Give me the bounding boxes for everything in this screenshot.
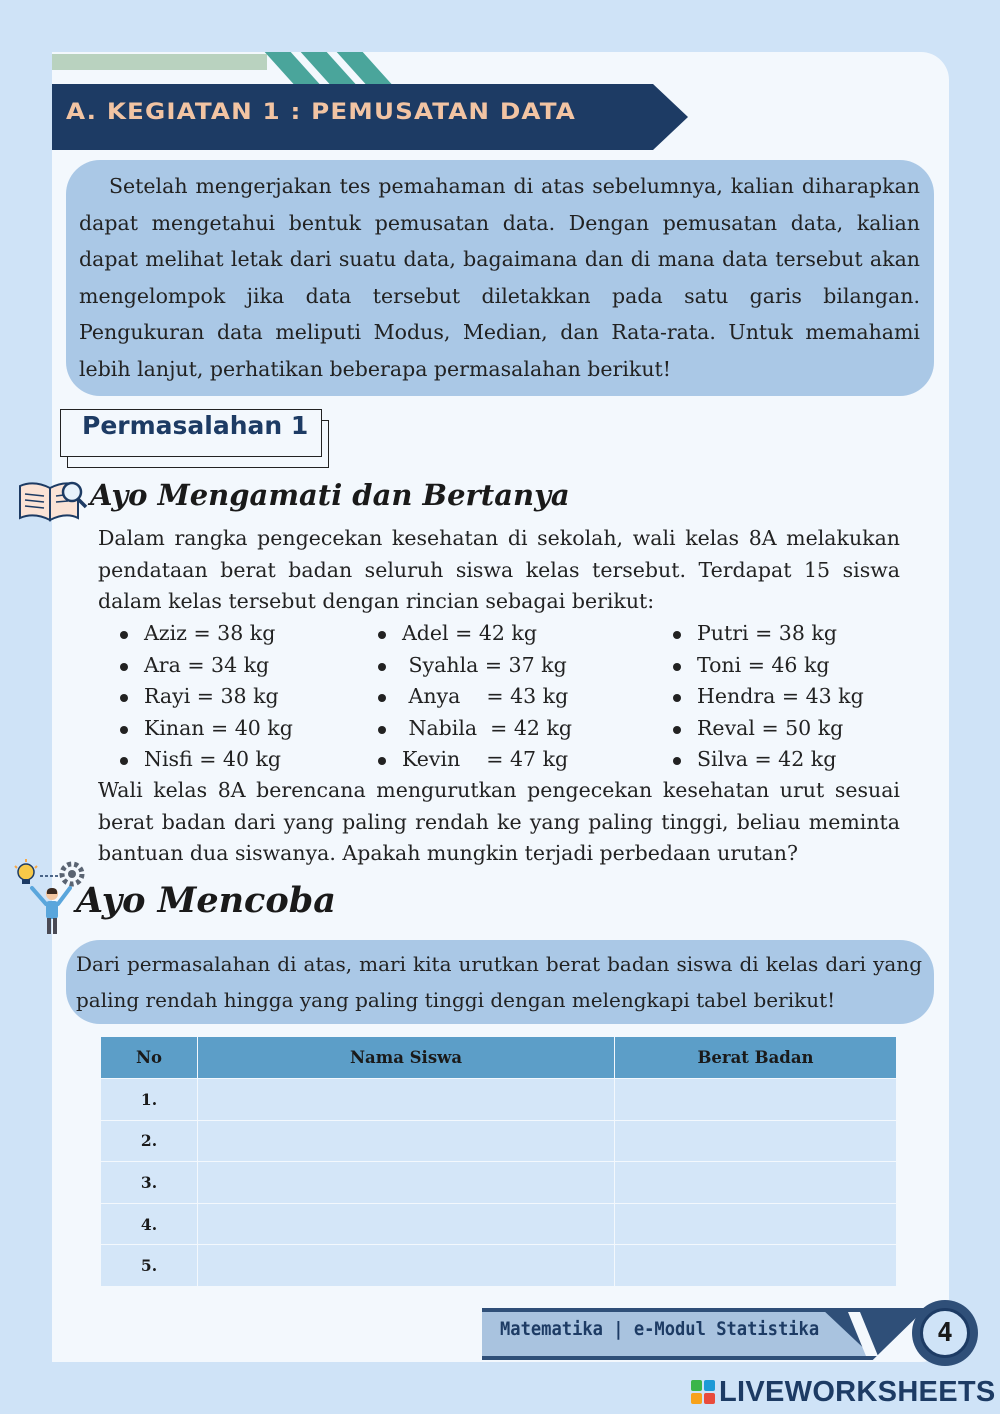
list-item: Kevin = 47 kg [376, 744, 572, 776]
list-item: Rayi = 38 kg [118, 681, 293, 713]
header-no: No [101, 1037, 198, 1079]
observe-heading: Ayo Mengamati dan Bertanya [90, 478, 570, 512]
name-cell[interactable] [198, 1079, 615, 1121]
row-number: 5. [101, 1245, 198, 1287]
list-item: Syahla = 37 kg [376, 650, 572, 682]
table-header-row [101, 1037, 897, 1079]
student-list-column-1 [118, 618, 293, 776]
weight-cell[interactable] [615, 1120, 897, 1162]
book-magnifier-icon [16, 476, 88, 524]
instruction-text: Dari permasalahan di atas, mari kita urutkan berat badan siswa di kelas dari yang paling rendah hingga yang paling tinggi dengan melengkapi tabel berikut! [76, 952, 922, 1012]
weight-table [100, 1036, 897, 1287]
row-number: 1. [101, 1079, 198, 1121]
list-item: Adel = 42 kg [376, 618, 572, 650]
table-row [101, 1120, 897, 1162]
name-cell[interactable] [198, 1162, 615, 1204]
student-list-column-3 [671, 618, 864, 776]
footer [482, 1306, 982, 1366]
page-number: 4 [920, 1308, 970, 1358]
list-item: Nisfi = 40 kg [118, 744, 293, 776]
problem-paragraph-2: Wali kelas 8A berencana mengurutkan pengecekan kesehatan urut sesuai berat badan dari yang paling rendah ke yang paling tinggi, beliau meminta bantuan dua siswanya. Apakah mungkin terjadi perbedaan urutan? [98, 778, 900, 865]
list-item: Aziz = 38 kg [118, 618, 293, 650]
list-item: Silva = 42 kg [671, 744, 864, 776]
list-item: Reval = 50 kg [671, 713, 864, 745]
list-item: Hendra = 43 kg [671, 681, 864, 713]
instruction-bubble [66, 940, 934, 1024]
name-cell[interactable] [198, 1120, 615, 1162]
section-title: A. KEGIATAN 1 : PEMUSATAN DATA [66, 100, 576, 125]
row-number: 4. [101, 1203, 198, 1245]
intro-bubble [66, 160, 934, 396]
list-item: Toni = 46 kg [671, 650, 864, 682]
watermark-text: LIVEWORKSHEETS [719, 1375, 996, 1408]
list-item: Kinan = 40 kg [118, 713, 293, 745]
problem-title: Permasalahan 1 [82, 411, 309, 440]
footer-label: Matematika | e-Modul Statistika [500, 1318, 820, 1340]
weight-cell[interactable] [615, 1079, 897, 1121]
table-row [101, 1203, 897, 1245]
list-item: Ara = 34 kg [118, 650, 293, 682]
header-name: Nama Siswa [198, 1037, 615, 1079]
weight-cell[interactable] [615, 1162, 897, 1204]
row-number: 3. [101, 1162, 198, 1204]
table-row [101, 1079, 897, 1121]
name-cell[interactable] [198, 1203, 615, 1245]
intro-text: Setelah mengerjakan tes pemahaman di atas sebelumnya, kalian diharapkan dapat mengetahui bentuk pemusatan data. Dengan pemusatan data, kalian dapat melihat letak dari suatu data, bagaimana dan di mana data tersebut akan mengelompok jika data tersebut diletakkan pada satu garis bilangan. Pengukuran data meliputi Modus, Median, dan Rata-rata. Untuk memahami lebih lanjut, perhatikan beberapa permasalahan berikut! [79, 174, 920, 381]
list-item: Nabila = 42 kg [376, 713, 572, 745]
try-heading: Ayo Mencoba [76, 880, 336, 921]
header-weight: Berat Badan [615, 1037, 897, 1079]
decorative-stripe-bar [52, 54, 267, 70]
list-item: Anya = 43 kg [376, 681, 572, 713]
table-row [101, 1162, 897, 1204]
student-list-column-2 [376, 618, 572, 776]
weight-cell[interactable] [615, 1203, 897, 1245]
row-number: 2. [101, 1120, 198, 1162]
page-number-badge [912, 1300, 978, 1366]
weight-cell[interactable] [615, 1245, 897, 1287]
liveworksheets-logo-icon [691, 1380, 715, 1404]
liveworksheets-watermark [691, 1376, 996, 1408]
name-cell[interactable] [198, 1245, 615, 1287]
table-row [101, 1245, 897, 1287]
problem-paragraph-1: Dalam rangka pengecekan kesehatan di sekolah, wali kelas 8A melakukan pendataan berat badan seluruh siswa kelas tersebut. Terdapat 15 siswa dalam kelas tersebut dengan rincian sebagai berikut: [98, 526, 900, 613]
list-item: Putri = 38 kg [671, 618, 864, 650]
